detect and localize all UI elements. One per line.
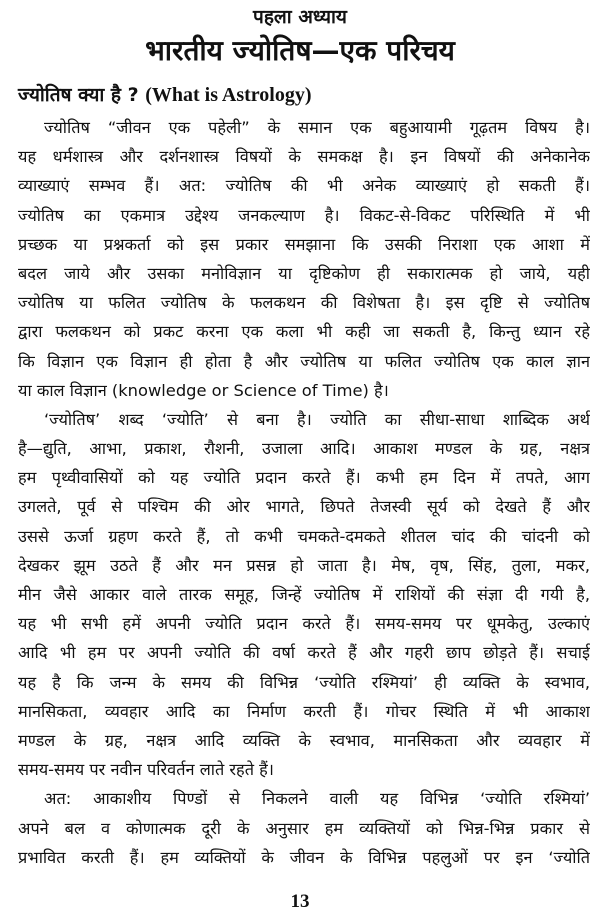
text-line: यह है कि जन्म के समय की विभिन्न ‘ज्योति रश्मियां’ ही व्यक्ति के स्वभाव, <box>18 672 590 692</box>
text-line: प्रभावित करती हैं। हम व्यक्तियों के जीवन के विभिन्न पहलुओं पर इन ‘ज्योति <box>18 847 590 867</box>
text-line: मीन जैसे आकार वाले तारक समूह, जिन्हें ज्योतिष में राशियों की संज्ञा दी गयी है, <box>18 585 590 604</box>
chapter-title: भारतीय ज्योतिष—एक परिचय <box>145 34 455 67</box>
text-line: अपने बल व कोणात्मक दूरी के अनुसार हम व्यक्तियों को भिन्न-भिन्न प्रकार से <box>18 818 590 838</box>
text-line: द्वारा फलकथन को प्रकट करना एक कला भी कही जा सकती है, किन्तु ध्यान रहे <box>18 322 590 342</box>
text-line: प्रच्छक या प्रश्नकर्ता को इस प्रकार समझाना कि उसकी निराशा एक आशा में <box>18 234 590 254</box>
chapter-label: पहला अध्याय <box>253 6 347 28</box>
page-number: 13 <box>290 891 310 912</box>
text-line: या काल विज्ञान (knowledge or Science of Time) है। <box>18 380 389 400</box>
text-line: आदि भी हम पर अपनी ज्योति की वर्षा करते हैं और गहरी छाप छोड़ते हैं। सचाई <box>18 643 590 663</box>
text-line: कि विज्ञान एक विज्ञान ही होता है और ज्योतिष या फलित ज्योतिष एक काल ज्ञान <box>18 351 590 371</box>
text-line: हम पृथ्वीवासियों को यह ज्योति प्रदान करते हैं। कभी हम दिन में तपते, आग <box>18 468 590 488</box>
body-text <box>18 113 590 872</box>
section-heading-english: (What is Astrology) <box>145 84 312 106</box>
text-line: है—द्युति, आभा, प्रकाश, रौशनी, उजाला आदि। आकाश मण्डल के ग्रह, नक्षत्र <box>18 439 590 459</box>
text-line: यह भी सभी हमें अपनी ज्योति प्रदान करते हैं। समय-समय पर धूमकेतु, उल्काएं <box>18 614 590 634</box>
text-line: उगलते, पूर्व से पश्चिम की ओर भागते, छिपते तेजस्वी सूर्य को देखते हैं और <box>18 497 590 517</box>
text-line: ज्योतिष या फलित ज्योतिष के फलकथन की विशेषता है। इस दृष्टि से ज्योतिष <box>18 293 590 313</box>
text-line: मण्डल के ग्रह, नक्षत्र आदि व्यक्ति के स्वभाव, मानसिकता और व्यवहार में <box>18 730 590 750</box>
text-line: अत: आकाशीय पिण्डों से निकलने वाली यह विभिन्न ‘ज्योति रश्मियां’ <box>44 789 590 809</box>
text-line: बदल जाये और उसका मनोविज्ञान या दृष्टिकोण ही सकारात्मक हो जाये, यही <box>18 263 590 283</box>
text-line: समय-समय पर नवीन परिवर्तन लाते रहते हैं। <box>18 760 274 780</box>
text-line: ज्योतिष का एकमात्र उद्देश्य जनकल्याण है। विकट-से-विकट परिस्थिति में भी <box>18 205 590 225</box>
text-line: उससे ऊर्जा ग्रहण करते हैं, तो कभी चमकते-दमकते शीतल चांद की चांदनी को <box>18 526 590 546</box>
text-line: ‘ज्योतिष’ शब्द ‘ज्योति’ से बना है। ज्योति का सीधा-साधा शाब्दिक अर्थ <box>44 409 590 429</box>
text-line: ज्योतिष “जीवन एक पहेली” के समान एक बहुआयामी गूढ़तम विषय है। <box>44 118 590 137</box>
text-line: मानसिकता, व्यवहार आदि का निर्माण करती हैं। गोचर स्थिति में भी आकाश <box>18 701 590 721</box>
text-line: देखकर झूम उठते हैं और मन प्रसन्न हो जाता है। मेष, वृष, सिंह, तुला, मकर, <box>18 555 590 575</box>
text-line: यह धर्मशास्त्र और दर्शनशास्त्र विषयों के समकक्ष है। इन विषयों की अनेकानेक <box>18 147 590 167</box>
text-line: व्याख्याएं सम्भव हैं। अत: ज्योतिष की भी अनेक व्याख्याएं हो सकती हैं। <box>18 176 590 196</box>
section-heading <box>18 80 590 110</box>
section-heading-hindi: ज्योतिष क्या है ? <box>18 84 146 106</box>
